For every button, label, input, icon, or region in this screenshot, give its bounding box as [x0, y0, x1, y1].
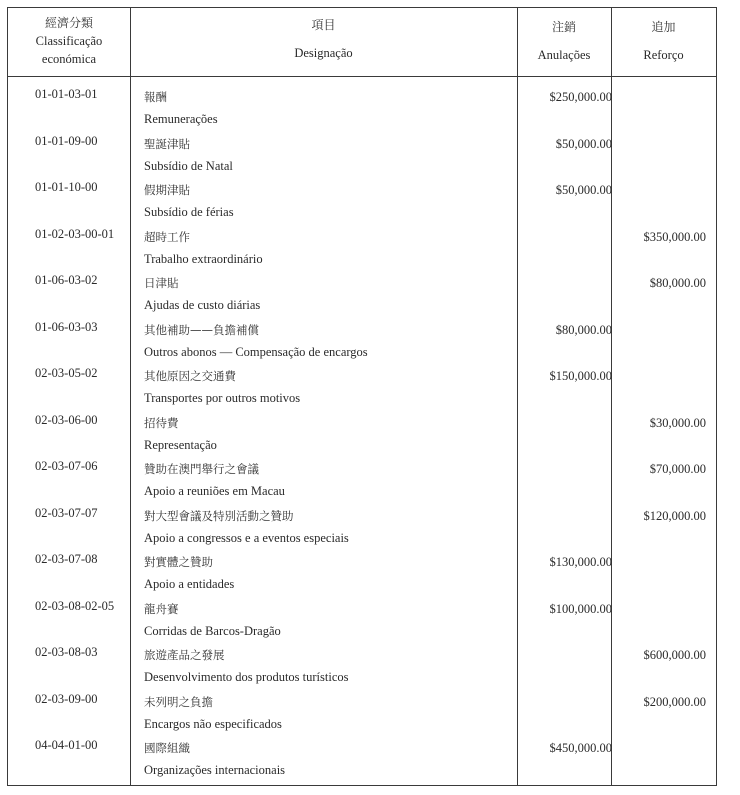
designation [144, 598, 281, 642]
header-reforco-zh: 追加 [651, 20, 676, 34]
designation-pt: Subsídio de Natal [144, 159, 233, 173]
table-row [8, 733, 716, 779]
designation-zh: 日津貼 [144, 276, 179, 290]
designation-pt: Remunerações [144, 112, 218, 126]
designation [144, 86, 218, 130]
header-designation-pt: Designação [294, 46, 353, 60]
designation-pt: Apoio a entidades [144, 577, 235, 591]
designation-zh: 國際組織 [144, 741, 190, 755]
anulacao-amount: $100,000.00 [549, 602, 612, 616]
header-anulacoes-pt: Anulações [537, 48, 591, 62]
designation [144, 319, 368, 363]
designation-zh: 報酬 [144, 90, 167, 104]
designation-pt: Subsídio de férias [144, 205, 234, 219]
table-row [8, 129, 716, 175]
designation-zh: 龍舟賽 [144, 602, 179, 616]
economic-code: 01-06-03-02 [35, 273, 98, 287]
anulacao-amount: $130,000.00 [549, 555, 612, 569]
designation-zh: 未列明之負擔 [144, 695, 213, 709]
designation-zh: 假期津貼 [144, 183, 190, 197]
reforco-amount: $600,000.00 [643, 648, 706, 662]
designation-pt: Representação [144, 438, 217, 452]
designation [144, 272, 260, 316]
designation-pt: Apoio a congressos e a eventos especiais [144, 531, 349, 545]
reforco-amount: $120,000.00 [643, 509, 706, 523]
designation-zh: 贊助在澳門舉行之會議 [144, 462, 259, 476]
designation-pt: Organizações internacionais [144, 763, 286, 777]
designation [144, 133, 233, 177]
reforco-amount: $350,000.00 [643, 230, 706, 244]
header-classification-zh: 經濟分類 [44, 16, 93, 30]
designation-pt: Apoio a reuniões em Macau [144, 484, 285, 498]
designation-pt: Trabalho extraordinário [144, 252, 263, 266]
budget-table [7, 7, 717, 786]
economic-code: 01-01-03-01 [35, 87, 98, 101]
economic-code: 02-03-07-07 [35, 506, 98, 520]
anulacao-amount: $80,000.00 [555, 323, 612, 337]
designation [144, 644, 349, 688]
header-reforco-pt: Reforço [643, 48, 684, 62]
table-row [8, 82, 716, 128]
designation-pt: Ajudas de custo diárias [144, 298, 261, 312]
header-divider [8, 76, 716, 77]
table-row [8, 547, 716, 593]
reforco-amount: $80,000.00 [649, 276, 706, 290]
designation [144, 179, 234, 223]
header-classification-pt: Classificação [35, 34, 103, 48]
designation [144, 365, 300, 409]
anulacao-amount: $50,000.00 [555, 137, 612, 151]
table-row [8, 687, 716, 733]
designation-zh: 對大型會議及特別活動之贊助 [144, 509, 294, 523]
designation-zh: 對實體之贊助 [144, 555, 213, 569]
anulacao-amount: $150,000.00 [549, 369, 612, 383]
table-row [8, 640, 716, 686]
anulacao-amount: $250,000.00 [549, 90, 612, 104]
designation [144, 226, 263, 270]
table-row [8, 175, 716, 221]
table-row [8, 454, 716, 500]
designation [144, 737, 285, 781]
reforco-amount: $70,000.00 [649, 462, 706, 476]
designation-zh: 其他補助——負擔補償 [144, 323, 259, 337]
table-row [8, 268, 716, 314]
header-designation-zh: 項目 [311, 18, 336, 32]
designation-pt: Transportes por outros motivos [144, 391, 301, 405]
economic-code: 02-03-07-08 [35, 552, 98, 566]
designation-pt: Outros abonos — Compensação de encargos [144, 345, 368, 359]
designation [144, 412, 217, 456]
economic-code: 01-01-10-00 [35, 180, 98, 194]
economic-code: 02-03-08-02-05 [35, 599, 115, 613]
designation-pt: Encargos não especificados [144, 717, 282, 731]
header-designation [130, 16, 517, 62]
table-row [8, 315, 716, 361]
header-classification [8, 14, 130, 68]
economic-code: 02-03-09-00 [35, 692, 98, 706]
economic-code: 01-02-03-00-01 [35, 227, 115, 241]
header-anulacoes [517, 18, 611, 64]
economic-code: 02-03-08-03 [35, 645, 98, 659]
header-classification-pt-2: económica [41, 52, 97, 66]
table-row [8, 501, 716, 547]
designation [144, 691, 282, 735]
designation-zh: 超時工作 [144, 230, 190, 244]
designation-zh: 旅遊產品之發展 [144, 648, 225, 662]
anulacao-amount: $50,000.00 [555, 183, 612, 197]
designation-zh: 招待費 [144, 416, 179, 430]
designation-pt: Desenvolvimento dos produtos turísticos [144, 670, 349, 684]
economic-code: 02-03-05-02 [35, 366, 98, 380]
economic-code: 01-06-03-03 [35, 320, 98, 334]
economic-code: 01-01-09-00 [35, 134, 98, 148]
designation [144, 458, 285, 502]
reforco-amount: $200,000.00 [643, 695, 706, 709]
anulacao-amount: $450,000.00 [549, 741, 612, 755]
table-row [8, 408, 716, 454]
designation-zh: 聖誕津貼 [144, 137, 190, 151]
designation-zh: 其他原因之交通費 [144, 369, 236, 383]
economic-code: 02-03-07-06 [35, 459, 98, 473]
designation [144, 551, 234, 595]
header-anulacoes-zh: 注銷 [551, 20, 576, 34]
economic-code: 04-04-01-00 [35, 738, 98, 752]
table-row [8, 361, 716, 407]
header-reforco [611, 18, 716, 64]
designation-pt: Corridas de Barcos-Dragão [144, 624, 281, 638]
economic-code: 02-03-06-00 [35, 413, 98, 427]
reforco-amount: $30,000.00 [649, 416, 706, 430]
table-row [8, 594, 716, 640]
designation [144, 505, 349, 549]
table-row [8, 222, 716, 268]
